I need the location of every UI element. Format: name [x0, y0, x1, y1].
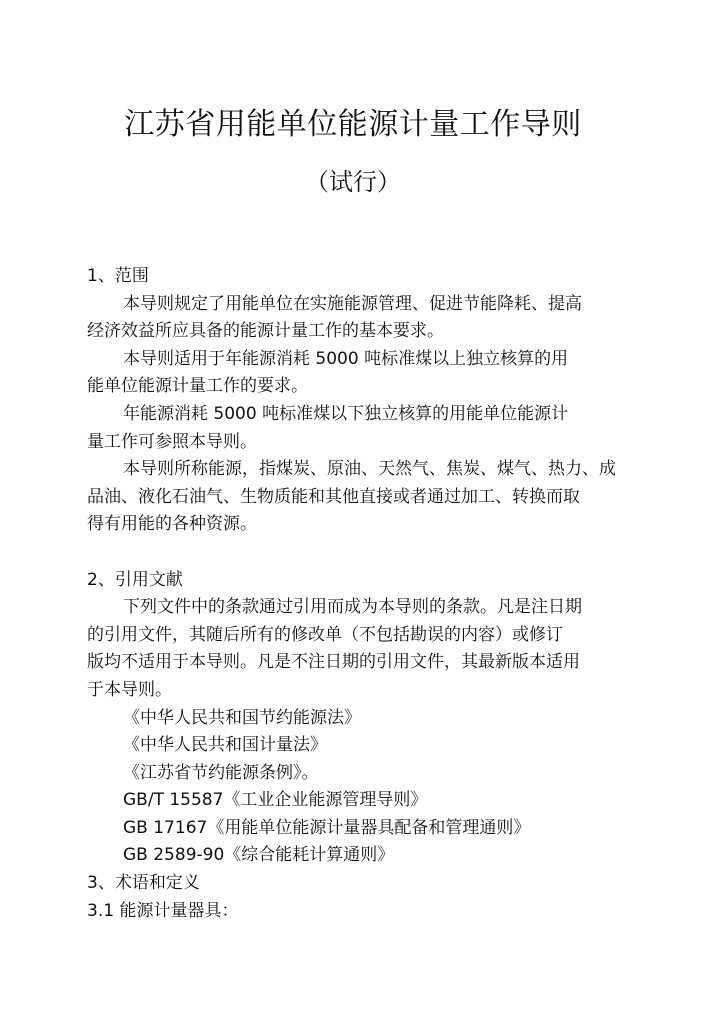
paragraph-line: 品油、液化石油气、生物质能和其他直接或者通过加工、转换而取 [87, 486, 580, 507]
reference-item: GB 17167《用能单位能源计量器具配备和管理通则》 [123, 817, 531, 838]
paragraph-line: 版均不适用于本导则。凡是不注日期的引用文件，其最新版本适用 [87, 652, 580, 673]
paragraph-line: 量工作可参照本导则。 [87, 431, 257, 452]
paragraph-line: 本导则规定了用能单位在实施能源管理、促进节能降耗、提高 [123, 293, 582, 314]
reference-item: 《江苏省节约能源条例》。 [123, 762, 319, 783]
reference-item: GB 2589-90《综合能耗计算通则》 [123, 845, 395, 866]
section-1-heading: 1、范围 [87, 266, 149, 286]
paragraph-line: 经济效益所应具备的能源计量工作的基本要求。 [87, 321, 444, 342]
document-subtitle: （试行） [305, 168, 401, 196]
paragraph-line: 本导则所称能源，指煤炭、原油、天然气、焦炭、煤气、热力、成 [123, 459, 616, 480]
paragraph-line: 得有用能的各种资源。 [87, 514, 257, 535]
reference-item: 《中华人民共和国计量法》 [123, 735, 327, 756]
paragraph-line: 于本导则。 [87, 679, 172, 700]
blank-line [87, 539, 627, 567]
section-3-heading: 3、术语和定义 [87, 873, 200, 894]
paragraph-line: 本导则适用于年能源消耗 5000 吨标准煤以上独立核算的用 [123, 348, 569, 369]
reference-item: 《中华人民共和国节约能源法》 [123, 707, 361, 728]
document-body [87, 263, 627, 925]
document-title: 江苏省用能单位能源计量工作导则 [124, 107, 582, 142]
paragraph-line: 下列文件中的条款通过引用而成为本导则的条款。凡是注日期 [123, 597, 582, 618]
paragraph-line: 年能源消耗 5000 吨标准煤以下独立核算的用能单位能源计 [123, 403, 569, 424]
paragraph-line: 的引用文件，其随后所有的修改单（不包括勘误的内容）或修订 [87, 624, 563, 645]
paragraph-line: 能单位能源计量工作的要求。 [87, 376, 308, 397]
subsection-3-1-heading: 3.1 能源计量器具： [87, 900, 239, 921]
reference-item: GB/T 15587《工业企业能源管理导则》 [123, 790, 428, 811]
section-2-heading: 2、引用文献 [87, 569, 183, 590]
